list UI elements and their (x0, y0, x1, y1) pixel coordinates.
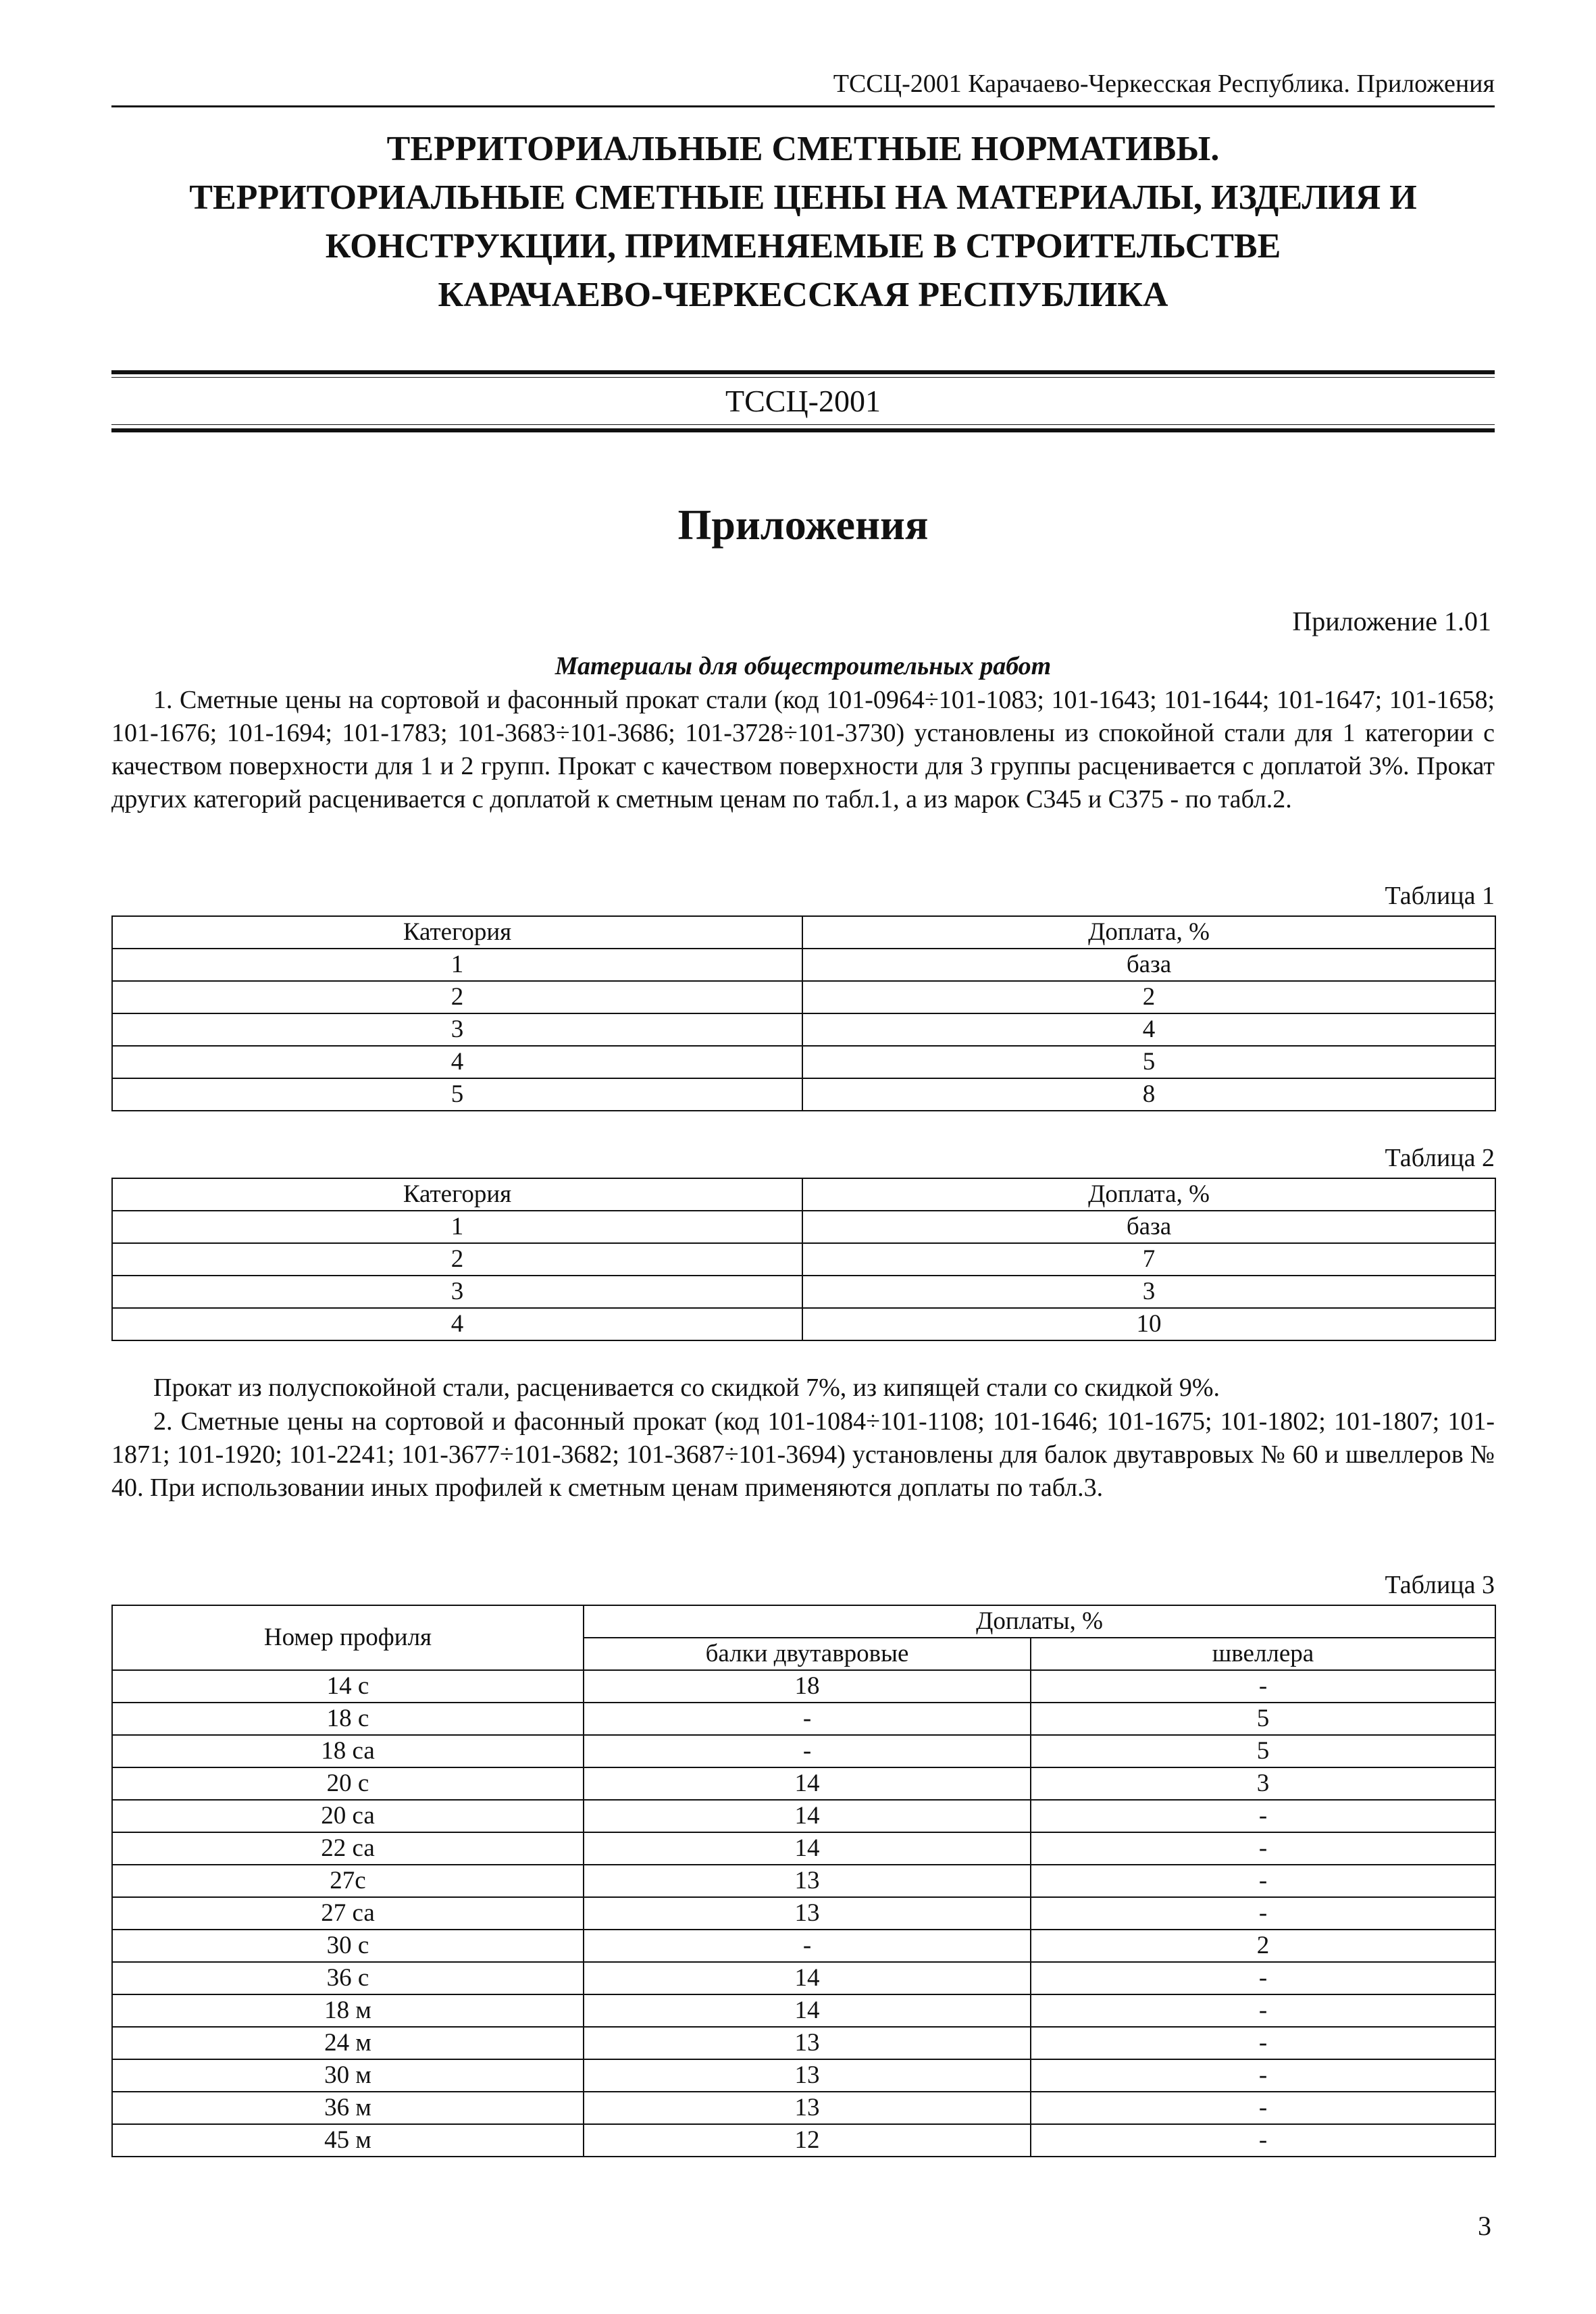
table-header-row (112, 1605, 1495, 1638)
table-row (112, 2092, 1495, 2124)
header-surcharges: Доплаты, % (584, 1605, 1495, 1638)
cell-category: 1 (112, 1211, 802, 1243)
cell-profile: 22 са (112, 1832, 584, 1865)
cell-channel: 5 (1031, 1703, 1495, 1735)
cell-surcharge: 7 (802, 1243, 1495, 1276)
cell-surcharge: 3 (802, 1276, 1495, 1308)
header-category: Категория (112, 916, 802, 949)
cell-channel: - (1031, 2027, 1495, 2059)
cell-surcharge: база (802, 1211, 1495, 1243)
code-band (111, 370, 1495, 435)
header-i-beams: балки двутавровые (584, 1638, 1031, 1670)
cell-i-beam: 13 (584, 1897, 1031, 1930)
cell-i-beam: 14 (584, 1832, 1031, 1865)
cell-profile: 20 са (112, 1800, 584, 1832)
code-band-rule (111, 424, 1495, 425)
cell-category: 3 (112, 1013, 802, 1046)
cell-surcharge: 8 (802, 1078, 1495, 1111)
cell-surcharge: 2 (802, 981, 1495, 1013)
cell-surcharge: 5 (802, 1046, 1495, 1078)
code-band-rule (111, 428, 1495, 432)
cell-channel: - (1031, 2124, 1495, 2157)
cell-i-beam: 18 (584, 1670, 1031, 1703)
cell-i-beam: 14 (584, 1994, 1031, 2027)
main-title-line: КАРАЧАЕВО-ЧЕРКЕССКАЯ РЕСПУБЛИКА (438, 276, 1168, 314)
table-header-row (112, 916, 1495, 949)
header-surcharge: Доплата, % (802, 1178, 1495, 1211)
materials-heading: Материалы для общестроительных работ (555, 652, 1052, 680)
cell-profile: 27с (112, 1865, 584, 1897)
cell-profile: 18 с (112, 1703, 584, 1735)
cell-surcharge: 4 (802, 1013, 1495, 1046)
table-row (112, 1013, 1495, 1046)
table-row (112, 1962, 1495, 1994)
table-row (112, 1308, 1495, 1340)
section-title: Приложения (677, 501, 929, 549)
main-title-line: ТЕРРИТОРИАЛЬНЫЕ СМЕТНЫЕ ЦЕНЫ НА МАТЕРИАЛЫ, ИЗДЕЛИЯ И (189, 178, 1417, 217)
main-title-line: КОНСТРУКЦИИ, ПРИМЕНЯЕМЫЕ В СТРОИТЕЛЬСТВЕ (325, 227, 1281, 266)
paragraph-1: 1. Сметные цены на сортовой и фасонный прокат стали (код 101-0964÷101-1083; 101-1643; 101-1644; 101-1647; 101-1658; 101-1676; 101-1694; 101-1783; 101-3683÷101-3686; 101-3728÷101-3730) установлены из спокойной стали для 1 категории с качеством поверхности для 1 и 2 групп. Прокат с качеством поверхности для 3 группы расценивается с доплатой 3%. Прокат других категорий расценивается с доплатой к сметным ценам по табл.1, а из марок С345 и С375 - по табл.2. (111, 686, 1495, 813)
table-row (112, 1994, 1495, 2027)
table-row (112, 1800, 1495, 1832)
cell-i-beam: 14 (584, 1767, 1031, 1800)
table-row (112, 1832, 1495, 1865)
cell-category: 2 (112, 1243, 802, 1276)
cell-channel: - (1031, 1994, 1495, 2027)
code-band-rule (111, 370, 1495, 374)
cell-profile: 14 с (112, 1670, 584, 1703)
cell-channel: - (1031, 1832, 1495, 1865)
cell-profile: 20 с (112, 1767, 584, 1800)
cell-channel: - (1031, 2092, 1495, 2124)
cell-profile: 36 с (112, 1962, 584, 1994)
cell-category: 4 (112, 1308, 802, 1340)
table-row (112, 2027, 1495, 2059)
header-profile-number: Номер профиля (112, 1605, 584, 1670)
cell-channel: - (1031, 1962, 1495, 1994)
cell-category: 2 (112, 981, 802, 1013)
table-1 (111, 915, 1496, 1111)
table-row (112, 1930, 1495, 1962)
cell-i-beam: 13 (584, 1865, 1031, 1897)
appendix-number: Приложение 1.01 (1292, 606, 1491, 636)
cell-channel: - (1031, 1897, 1495, 1930)
cell-i-beam: 13 (584, 2092, 1031, 2124)
table-row (112, 949, 1495, 981)
table-row (112, 1670, 1495, 1703)
cell-surcharge: 10 (802, 1308, 1495, 1340)
main-title (111, 125, 1495, 320)
header-channels: швеллера (1031, 1638, 1495, 1670)
cell-channel: - (1031, 2059, 1495, 2092)
table-2-label: Таблица 2 (1385, 1144, 1495, 1172)
table-row (112, 1211, 1495, 1243)
cell-i-beam: 14 (584, 1962, 1031, 1994)
cell-i-beam: 14 (584, 1800, 1031, 1832)
cell-category: 1 (112, 949, 802, 981)
document-code: ТССЦ-2001 (725, 384, 881, 418)
cell-category: 3 (112, 1276, 802, 1308)
table-row (112, 981, 1495, 1013)
cell-i-beam: 13 (584, 2027, 1031, 2059)
cell-i-beam: - (584, 1703, 1031, 1735)
paragraph-3: 2. Сметные цены на сортовой и фасонный прокат (код 101-1084÷101-1108; 101-1646; 101-1675; 101-1802; 101-1807; 101-1871; 101-1920; 101-2241; 101-3677÷101-3682; 101-3687÷101-3694) установлены для балок двутавровых № 60 и швеллеров № 40. При использовании иных профилей к сметным ценам применяются доплаты по табл.3. (111, 1407, 1495, 1502)
table-row (112, 1767, 1495, 1800)
table-2 (111, 1178, 1496, 1341)
cell-channel: 3 (1031, 1767, 1495, 1800)
table-row (112, 1243, 1495, 1276)
cell-i-beam: - (584, 1930, 1031, 1962)
cell-channel: 2 (1031, 1930, 1495, 1962)
cell-category: 5 (112, 1078, 802, 1111)
cell-surcharge: база (802, 949, 1495, 981)
table-row (112, 1276, 1495, 1308)
table-1-label: Таблица 1 (1385, 882, 1495, 910)
main-title-line: ТЕРРИТОРИАЛЬНЫЕ СМЕТНЫЕ НОРМАТИВЫ. (386, 130, 1220, 168)
table-row (112, 1897, 1495, 1930)
table-row (112, 1703, 1495, 1735)
page-number: 3 (1478, 2211, 1491, 2241)
cell-channel: - (1031, 1800, 1495, 1832)
cell-profile: 18 са (112, 1735, 584, 1767)
table-row (112, 1735, 1495, 1767)
cell-channel: - (1031, 1670, 1495, 1703)
cell-profile: 45 м (112, 2124, 584, 2157)
cell-channel: - (1031, 1865, 1495, 1897)
code-band-rule (111, 377, 1495, 378)
cell-profile: 36 м (112, 2092, 584, 2124)
cell-profile: 30 м (112, 2059, 584, 2092)
paragraph-2: Прокат из полуспокойной стали, расценивается со скидкой 7%, из кипящей стали со скидкой 9%. (153, 1374, 1220, 1402)
table-row (112, 1046, 1495, 1078)
header-surcharge: Доплата, % (802, 916, 1495, 949)
table-row (112, 1865, 1495, 1897)
table-3 (111, 1605, 1496, 2157)
cell-channel: 5 (1031, 1735, 1495, 1767)
table-row (112, 2124, 1495, 2157)
table-row (112, 2059, 1495, 2092)
running-header: ТССЦ-2001 Карачаево-Черкесская Республика. Приложения (833, 70, 1495, 98)
cell-i-beam: 13 (584, 2059, 1031, 2092)
header-rule (111, 105, 1495, 107)
cell-profile: 24 м (112, 2027, 584, 2059)
table-header-row (112, 1178, 1495, 1211)
table-row (112, 1078, 1495, 1111)
cell-profile: 18 м (112, 1994, 584, 2027)
cell-i-beam: 12 (584, 2124, 1031, 2157)
cell-i-beam: - (584, 1735, 1031, 1767)
table-3-label: Таблица 3 (1385, 1571, 1495, 1599)
cell-profile: 27 са (112, 1897, 584, 1930)
cell-profile: 30 с (112, 1930, 584, 1962)
header-category: Категория (112, 1178, 802, 1211)
cell-category: 4 (112, 1046, 802, 1078)
